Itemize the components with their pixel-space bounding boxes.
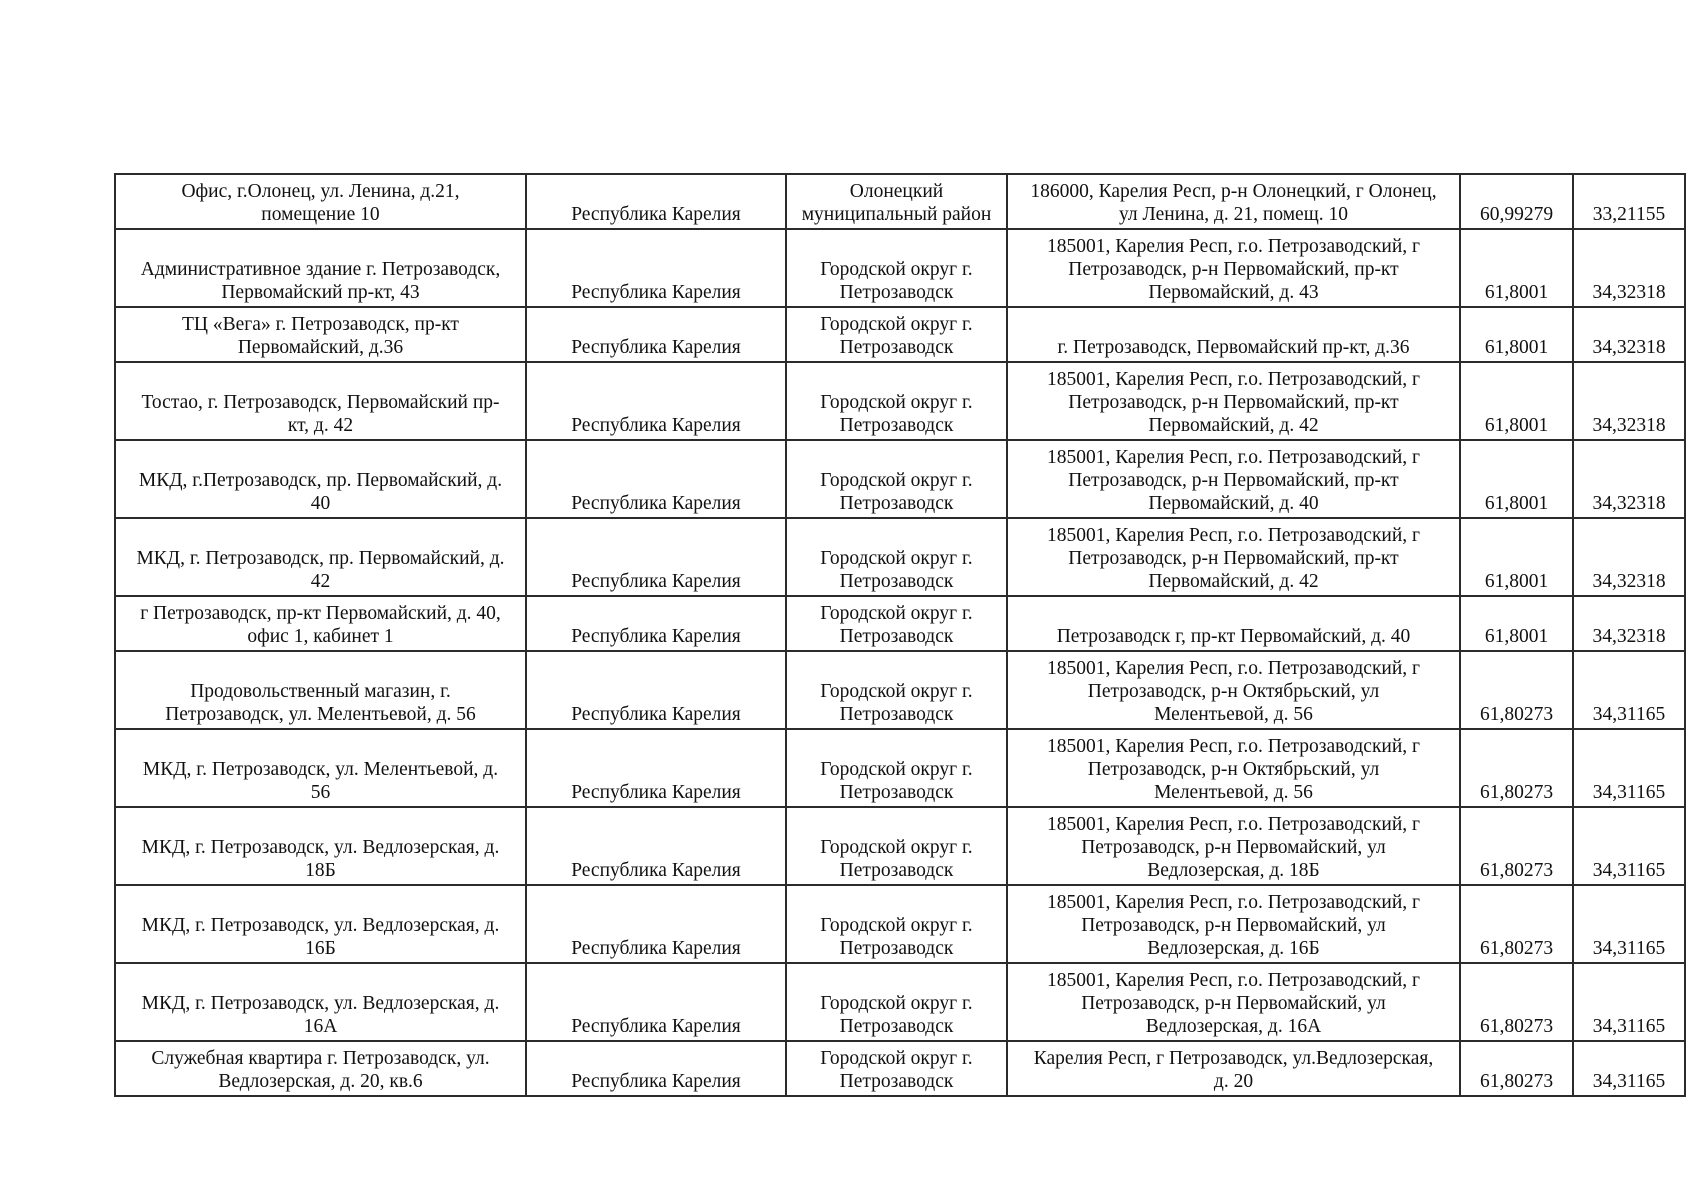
address-cell: 185001, Карелия Респ, г.о. Петрозаводский, г Петрозаводск, р-н Октябрьский, ул Мелентьевой, д. 56: [1007, 651, 1460, 729]
table-row: [115, 596, 1685, 651]
table-row: [115, 229, 1685, 307]
object-name-cell: МКД, г. Петрозаводск, ул. Ведлозерская, д. 16Б: [115, 885, 526, 963]
region-cell: Республика Карелия: [526, 1041, 786, 1096]
object-name-cell: МКД, г.Петрозаводск, пр. Первомайский, д. 40: [115, 440, 526, 518]
region-cell: Республика Карелия: [526, 596, 786, 651]
longitude-cell: 33,21155: [1573, 174, 1685, 229]
municipality-cell: Городской округ г. Петрозаводск: [786, 229, 1007, 307]
table-row: [115, 307, 1685, 362]
locations-table: [114, 173, 1686, 1097]
table-row: [115, 729, 1685, 807]
municipality-cell: Городской округ г. Петрозаводск: [786, 1041, 1007, 1096]
longitude-cell: 34,31165: [1573, 1041, 1685, 1096]
municipality-cell: Городской округ г. Петрозаводск: [786, 596, 1007, 651]
municipality-cell: Городской округ г. Петрозаводск: [786, 963, 1007, 1041]
address-cell: 185001, Карелия Респ, г.о. Петрозаводский, г Петрозаводск, р-н Первомайский, пр-кт Первомайский, д. 40: [1007, 440, 1460, 518]
address-cell: 185001, Карелия Респ, г.о. Петрозаводский, г Петрозаводск, р-н Первомайский, ул Ведлозерская, д. 16А: [1007, 963, 1460, 1041]
latitude-cell: 61,80273: [1460, 651, 1573, 729]
region-cell: Республика Карелия: [526, 651, 786, 729]
latitude-cell: 61,8001: [1460, 229, 1573, 307]
address-cell: Карелия Респ, г Петрозаводск, ул.Ведлозерская, д. 20: [1007, 1041, 1460, 1096]
latitude-cell: 61,8001: [1460, 362, 1573, 440]
latitude-cell: 61,80273: [1460, 1041, 1573, 1096]
longitude-cell: 34,31165: [1573, 729, 1685, 807]
longitude-cell: 34,32318: [1573, 229, 1685, 307]
municipality-cell: Городской округ г. Петрозаводск: [786, 651, 1007, 729]
object-name-cell: Офис, г.Олонец, ул. Ленина, д.21, помещение 10: [115, 174, 526, 229]
longitude-cell: 34,32318: [1573, 596, 1685, 651]
address-cell: 185001, Карелия Респ, г.о. Петрозаводский, г Петрозаводск, р-н Первомайский, пр-кт Первомайский, д. 42: [1007, 362, 1460, 440]
region-cell: Республика Карелия: [526, 440, 786, 518]
table-row: [115, 440, 1685, 518]
longitude-cell: 34,31165: [1573, 651, 1685, 729]
address-cell: 185001, Карелия Респ, г.о. Петрозаводский, г Петрозаводск, р-н Первомайский, ул Ведлозерская, д. 16Б: [1007, 885, 1460, 963]
latitude-cell: 61,8001: [1460, 596, 1573, 651]
address-cell: 185001, Карелия Респ, г.о. Петрозаводский, г Петрозаводск, р-н Октябрьский, ул Мелентьевой, д. 56: [1007, 729, 1460, 807]
address-cell: 185001, Карелия Респ, г.о. Петрозаводский, г Петрозаводск, р-н Первомайский, пр-кт Первомайский, д. 42: [1007, 518, 1460, 596]
latitude-cell: 61,80273: [1460, 729, 1573, 807]
address-cell: 185001, Карелия Респ, г.о. Петрозаводский, г Петрозаводск, р-н Первомайский, пр-кт Первомайский, д. 43: [1007, 229, 1460, 307]
table-row: [115, 1041, 1685, 1096]
latitude-cell: 61,8001: [1460, 440, 1573, 518]
object-name-cell: МКД, г. Петрозаводск, пр. Первомайский, д. 42: [115, 518, 526, 596]
municipality-cell: Городской округ г. Петрозаводск: [786, 729, 1007, 807]
address-cell: 185001, Карелия Респ, г.о. Петрозаводский, г Петрозаводск, р-н Первомайский, ул Ведлозерская, д. 18Б: [1007, 807, 1460, 885]
municipality-cell: Городской округ г. Петрозаводск: [786, 885, 1007, 963]
object-name-cell: Продовольственный магазин, г. Петрозаводск, ул. Мелентьевой, д. 56: [115, 651, 526, 729]
object-name-cell: Тостао, г. Петрозаводск, Первомайский пр- кт, д. 42: [115, 362, 526, 440]
object-name-cell: Служебная квартира г. Петрозаводск, ул. Ведлозерская, д. 20, кв.6: [115, 1041, 526, 1096]
longitude-cell: 34,31165: [1573, 885, 1685, 963]
address-cell: г. Петрозаводск, Первомайский пр-кт, д.36: [1007, 307, 1460, 362]
object-name-cell: МКД, г. Петрозаводск, ул. Ведлозерская, д. 18Б: [115, 807, 526, 885]
longitude-cell: 34,31165: [1573, 807, 1685, 885]
region-cell: Республика Карелия: [526, 807, 786, 885]
table-row: [115, 807, 1685, 885]
latitude-cell: 61,80273: [1460, 807, 1573, 885]
latitude-cell: 61,8001: [1460, 518, 1573, 596]
table-row: [115, 885, 1685, 963]
region-cell: Республика Карелия: [526, 518, 786, 596]
longitude-cell: 34,32318: [1573, 440, 1685, 518]
latitude-cell: 61,80273: [1460, 963, 1573, 1041]
municipality-cell: Олонецкий муниципальный район: [786, 174, 1007, 229]
region-cell: Республика Карелия: [526, 729, 786, 807]
longitude-cell: 34,32318: [1573, 518, 1685, 596]
latitude-cell: 61,80273: [1460, 885, 1573, 963]
region-cell: Республика Карелия: [526, 885, 786, 963]
region-cell: Республика Карелия: [526, 307, 786, 362]
latitude-cell: 61,8001: [1460, 307, 1573, 362]
longitude-cell: 34,32318: [1573, 307, 1685, 362]
longitude-cell: 34,32318: [1573, 362, 1685, 440]
object-name-cell: ТЦ «Вега» г. Петрозаводск, пр-кт Первомайский, д.36: [115, 307, 526, 362]
address-cell: 186000, Карелия Респ, р-н Олонецкий, г Олонец, ул Ленина, д. 21, помещ. 10: [1007, 174, 1460, 229]
object-name-cell: г Петрозаводск, пр-кт Первомайский, д. 40, офис 1, кабинет 1: [115, 596, 526, 651]
region-cell: Республика Карелия: [526, 362, 786, 440]
municipality-cell: Городской округ г. Петрозаводск: [786, 307, 1007, 362]
object-name-cell: МКД, г. Петрозаводск, ул. Мелентьевой, д. 56: [115, 729, 526, 807]
region-cell: Республика Карелия: [526, 174, 786, 229]
table-body: [115, 174, 1685, 1096]
object-name-cell: МКД, г. Петрозаводск, ул. Ведлозерская, д. 16А: [115, 963, 526, 1041]
table-row: [115, 174, 1685, 229]
table-row: [115, 651, 1685, 729]
region-cell: Республика Карелия: [526, 963, 786, 1041]
latitude-cell: 60,99279: [1460, 174, 1573, 229]
table-row: [115, 963, 1685, 1041]
table-row: [115, 518, 1685, 596]
municipality-cell: Городской округ г. Петрозаводск: [786, 362, 1007, 440]
region-cell: Республика Карелия: [526, 229, 786, 307]
table-row: [115, 362, 1685, 440]
municipality-cell: Городской округ г. Петрозаводск: [786, 807, 1007, 885]
municipality-cell: Городской округ г. Петрозаводск: [786, 440, 1007, 518]
longitude-cell: 34,31165: [1573, 963, 1685, 1041]
municipality-cell: Городской округ г. Петрозаводск: [786, 518, 1007, 596]
address-cell: Петрозаводск г, пр-кт Первомайский, д. 40: [1007, 596, 1460, 651]
object-name-cell: Административное здание г. Петрозаводск, Первомайский пр-кт, 43: [115, 229, 526, 307]
